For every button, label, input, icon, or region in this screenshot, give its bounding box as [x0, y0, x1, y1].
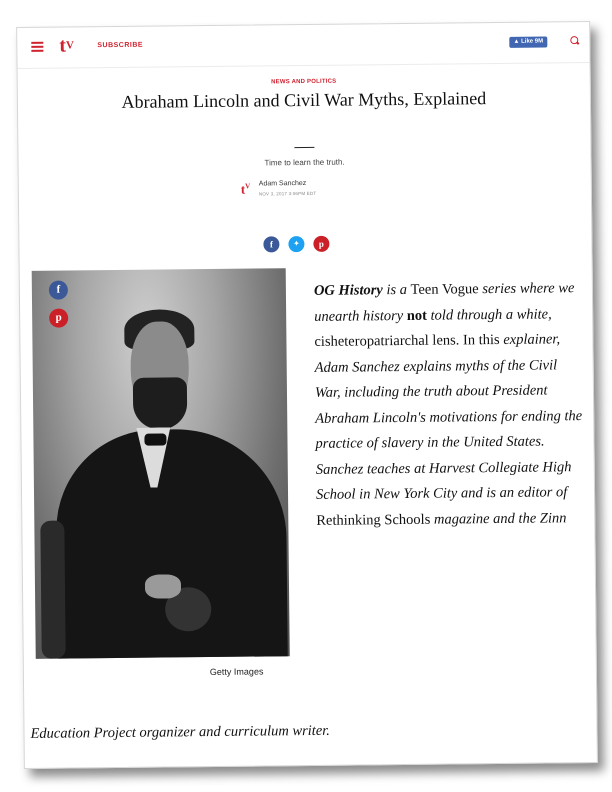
- article-title: Abraham Lincoln and Civil War Myths, Explained: [121, 88, 487, 112]
- pinterest-icon[interactable]: p: [313, 236, 329, 252]
- author-avatar: $t^V$: [240, 181, 251, 197]
- image-facebook-share-icon[interactable]: f: [49, 280, 68, 299]
- image-pinterest-share-icon[interactable]: p: [49, 308, 68, 327]
- article-dek: Time to learn the truth.: [264, 157, 345, 168]
- twitter-icon[interactable]: ✦: [288, 236, 304, 252]
- title-divider: [294, 147, 314, 148]
- article-body-last-line: Education Project organizer and curriculum writer.: [30, 722, 330, 742]
- photo-credit: Getty Images: [209, 666, 264, 678]
- facebook-like-button[interactable]: ▲ Like 9M: [509, 36, 547, 47]
- menu-icon[interactable]: [31, 42, 43, 52]
- author-name[interactable]: Adam Sanchez: [258, 179, 307, 188]
- article-category[interactable]: NEWS AND POLITICS: [271, 78, 337, 86]
- article-body-paragraph: OG History is a Teen Vogue series where we unearth history not told through a white, cisheteropatriarchal lens. In this explainer, Adam Sanchez explains myths of the Civil War, including the truth about President Abraham Lincoln's motivations for ending the practice of slavery in the United States. Sanchez teaches at Harvest Collegiate High School in New York City and is an editor of Rethinking Schools magazine and the Zinn: [313, 280, 583, 529]
- publish-date: NOV 3, 2017 3:06PM EDT: [258, 190, 317, 197]
- top-navigation-bar: [17, 22, 589, 69]
- lincoln-portrait-image: [32, 268, 290, 659]
- article-page: [16, 21, 598, 769]
- thumbs-up-icon: ▲: [513, 38, 520, 45]
- subscribe-link[interactable]: SUBSCRIBE: [97, 41, 144, 50]
- site-logo[interactable]: $t^V$: [59, 34, 75, 57]
- search-icon[interactable]: [570, 36, 578, 44]
- facebook-icon[interactable]: f: [263, 236, 279, 252]
